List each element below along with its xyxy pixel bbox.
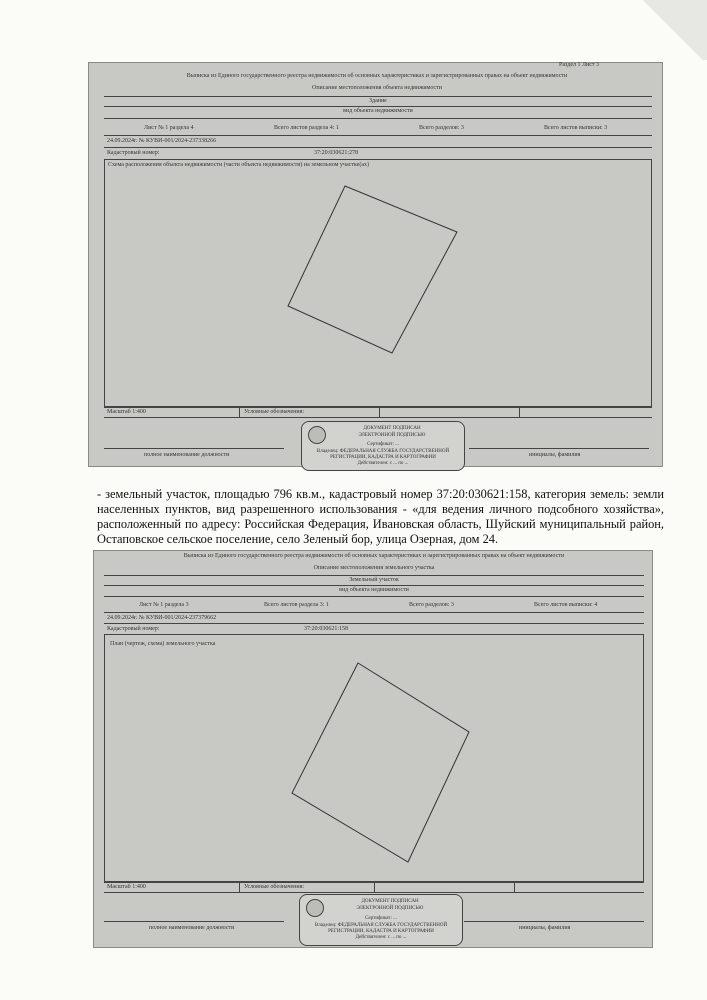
sheet1-initials-label: инициалы, фамилия [529, 452, 581, 458]
sheet2-subtitle: Описание местоположения земельного участка [313, 565, 435, 571]
page-corner-fold [637, 0, 707, 60]
sheet1-stamp-line3: Сертификат: ... [367, 442, 399, 447]
sheet2-object-type: Земельный участок [349, 577, 399, 583]
sheet1-title: Выписка из Единого государственного реестра недвижимости об основных характеристиках и зарегистрированных правах на объект недвижимости [186, 73, 568, 79]
sheet2-stamp-line2: ЭЛЕКТРОННОЙ ПОДПИСЬЮ [356, 906, 424, 911]
sheet2-plot-outline [105, 635, 645, 883]
sheet1-plot-outline [105, 160, 653, 408]
sheet1-corner-label: Раздел 1 Лист 3 [559, 62, 600, 68]
extract-sheet-1 [88, 62, 663, 467]
sheet1-total-sections: Всего разделов: 3 [419, 125, 464, 131]
sheet1-cadastral-label: Кадастровый номер: [107, 150, 160, 156]
sheet2-total-sections: Всего разделов: 3 [409, 602, 454, 608]
sheet1-cadastral-value: 37:20:030621:278 [314, 150, 359, 156]
sheet1-scale: Масштаб 1:400 [107, 409, 146, 415]
sheet2-e-signature-stamp [299, 894, 463, 946]
sheet1-stamp-line6: Действителен: с ... по ... [357, 461, 409, 466]
sheet1-legend-label: Условные обозначения: [244, 409, 305, 415]
sheet2-scheme-box [104, 634, 644, 882]
sheet2-title: Выписка из Единого государственного реестра недвижимости об основных характеристиках и зарегистрированных правах на объект недвижимости [183, 553, 565, 559]
sheet2-date-number: 24.09.2024г. № КУВИ-001/2024-237379662 [107, 615, 217, 621]
sheet1-position-label: полное наименование должности [144, 452, 230, 458]
sheet1-object-type: Здание [369, 98, 387, 104]
sheet1-e-signature-stamp [301, 421, 465, 471]
sheet1-scheme-box [104, 159, 652, 407]
sheet2-total-sheets-section: Всего листов раздела 3: 1 [264, 602, 329, 608]
sheet1-date-number: 24.09.2024г. № КУВИ-001/2024-237338266 [107, 138, 217, 144]
coat-of-arms-icon [306, 899, 324, 917]
sheet2-cadastral-label: Кадастровый номер: [107, 626, 160, 632]
sheet1-stamp-line1: ДОКУМЕНТ ПОДПИСАН [363, 426, 421, 431]
sheet1-total-sheets-section: Всего листов раздела 4: 1 [274, 125, 339, 131]
sheet2-scheme-label: План (чертеж, схема) земельного участка [110, 641, 216, 647]
sheet2-stamp-line4: Владелец: ФЕДЕРАЛЬНАЯ СЛУЖБА ГОСУДАРСТВЕННОЙ [314, 923, 448, 928]
sheet2-total-sheets-extract: Всего листов выписки: 4 [534, 602, 598, 608]
sheet2-stamp-line6: Действителен: с ... по ... [355, 935, 407, 940]
sheet1-subtitle: Описание местоположения объекта недвижимости [312, 85, 442, 91]
sheet2-scale: Масштаб 1:400 [107, 884, 146, 890]
sheet1-total-sheets-extract: Всего листов выписки: 3 [544, 125, 608, 131]
plot-description-paragraph: - земельный участок, площадью 796 кв.м., кадастровый номер 37:20:030621:158, категория земель: земли населенных пунктов, вид разрешенного использования - «для ведения личного подсобного хозяйства», расположенный по адресу: Российская Федерация, Ивановская область, Шуйский муниципальный район, Остаповское сельское поселение, село Зеленый бор, улица Озерная, дом 24. [97, 487, 664, 546]
extract-sheet-2 [93, 550, 653, 948]
sheet2-cadastral-value: 37:20:030621:158 [304, 626, 349, 632]
sheet2-stamp-line1: ДОКУМЕНТ ПОДПИСАН [361, 899, 419, 904]
sheet2-object-kind-label: вид объекта недвижимости [339, 587, 409, 593]
sheet1-object-kind-label: вид объекта недвижимости [343, 108, 413, 114]
sheet1-scheme-label: Схема расположения объекта недвижимости (части объекта недвижимости) на земельном участке(ах) [108, 162, 369, 168]
sheet2-legend-label: Условные обозначения: [244, 884, 305, 890]
sheet1-stamp-line2: ЭЛЕКТРОННОЙ ПОДПИСЬЮ [358, 433, 426, 438]
sheet1-sheet-no: Лист № 1 раздела 4 [144, 125, 194, 131]
sheet2-position-label: полное наименование должности [149, 925, 235, 931]
sheet2-sheet-no: Лист № 1 раздела 3 [139, 602, 189, 608]
sheet2-stamp-line5: РЕГИСТРАЦИИ, КАДАСТРА И КАРТОГРАФИИ [328, 929, 434, 934]
sheet2-stamp-line3: Сертификат: ... [365, 916, 397, 921]
sheet2-initials-label: инициалы, фамилия [519, 925, 571, 931]
sheet1-stamp-line5: РЕГИСТРАЦИИ, КАДАСТРА И КАРТОГРАФИИ [330, 455, 436, 460]
sheet1-stamp-line4: Владелец: ФЕДЕРАЛЬНАЯ СЛУЖБА ГОСУДАРСТВЕННОЙ [316, 449, 450, 454]
